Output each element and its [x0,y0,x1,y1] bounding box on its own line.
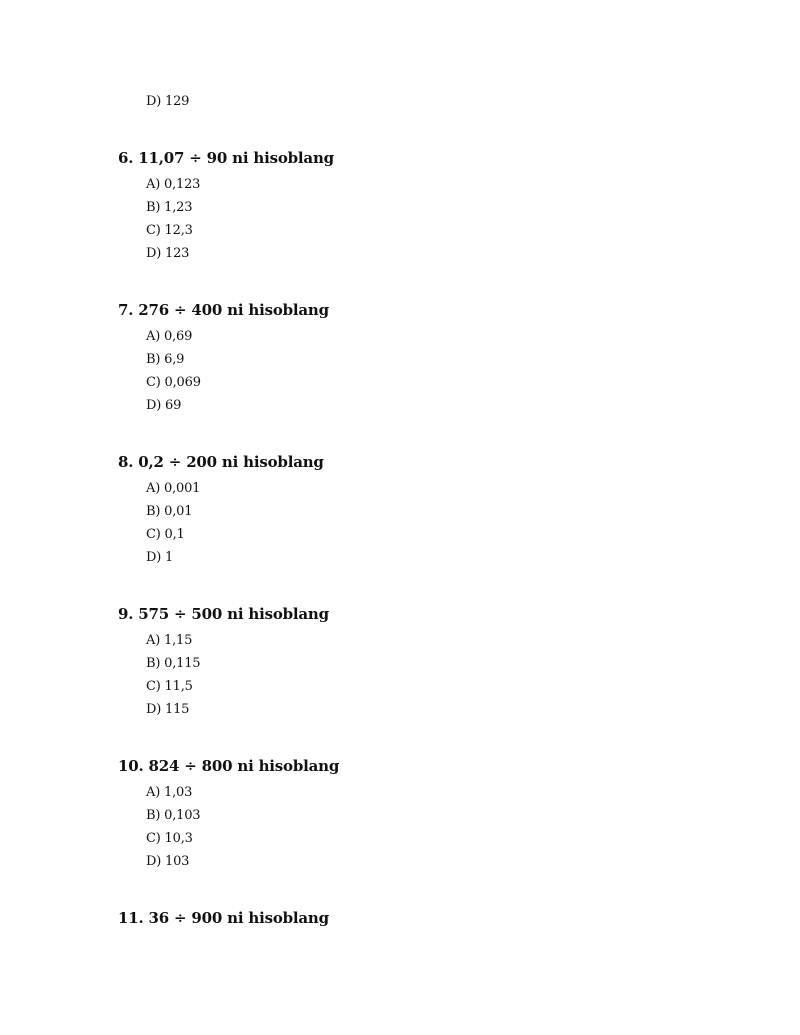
question-9-option-c: C) 11,5 [146,679,193,694]
question-8-option-d: D) 1 [146,550,174,565]
question-10-title: 10. 824 ÷ 800 ni hisoblang [118,757,340,775]
question-6-title: 6. 11,07 ÷ 90 ni hisoblang [118,149,334,167]
question-8-option-a: A) 0,001 [146,481,201,496]
question-7-title: 7. 276 ÷ 400 ni hisoblang [118,301,329,319]
question-6-option-c: C) 12,3 [146,223,193,238]
question-9-title: 9. 575 ÷ 500 ni hisoblang [118,605,329,623]
question-6-option-d: D) 123 [146,246,190,261]
question-8-title: 8. 0,2 ÷ 200 ni hisoblang [118,453,324,471]
question-10-option-c: C) 10,3 [146,831,193,846]
question-9-option-d: D) 115 [146,702,190,717]
question-10-option-a: A) 1,03 [146,785,193,800]
question-9-option-a: A) 1,15 [146,633,193,648]
question-7-option-d: D) 69 [146,398,182,413]
question-10-option-b: B) 0,103 [146,808,201,823]
question-6-option-b: B) 1,23 [146,200,193,215]
question-7-option-b: B) 6,9 [146,352,185,367]
question-5-option-d: D) 129 [146,94,190,109]
question-7-option-a: A) 0,69 [146,329,193,344]
question-11-title: 11. 36 ÷ 900 ni hisoblang [118,909,329,927]
question-10-option-d: D) 103 [146,854,190,869]
question-7-option-c: C) 0,069 [146,375,201,390]
question-6-option-a: A) 0,123 [146,177,201,192]
question-8-option-b: B) 0,01 [146,504,193,519]
question-8-option-c: C) 0,1 [146,527,185,542]
question-9-option-b: B) 0,115 [146,656,201,671]
